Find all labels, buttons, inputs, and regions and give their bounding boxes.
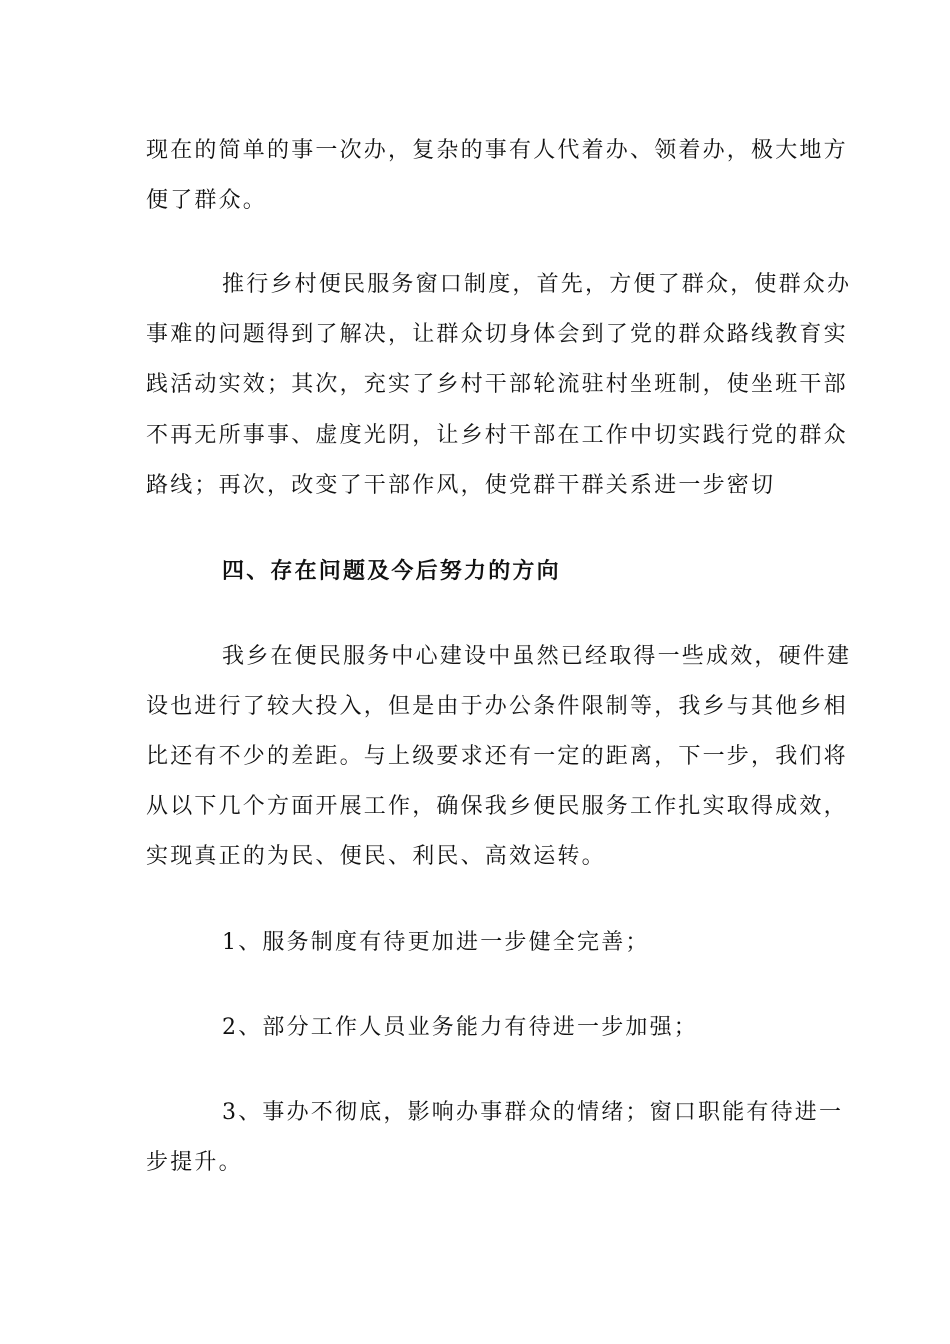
paragraph-line: 设也进行了较大投入，但是由于办公条件限制等，我乡与其他乡相 [146, 694, 848, 719]
list-item: 1、服务制度有待更加进一步健全完善； [222, 930, 650, 955]
paragraph-line: 不再无所事事、虚度光阴，让乡村干部在工作中切实践行党的群众 [146, 423, 848, 448]
list-item: 3、事办不彻底，影响办事群众的情绪；窗口职能有待进一 [222, 1100, 844, 1125]
paragraph-line: 比还有不少的差距。与上级要求还有一定的距离，下一步，我们将 [146, 744, 848, 769]
paragraph-line: 践活动实效；其次，充实了乡村干部轮流驻村坐班制，使坐班干部 [146, 372, 848, 397]
paragraph-line: 事难的问题得到了解决，让群众切身体会到了党的群众路线教育实 [146, 322, 848, 347]
list-item: 2、部分工作人员业务能力有待进一步加强； [222, 1015, 698, 1040]
paragraph-line: 推行乡村便民服务窗口制度，首先，方便了群众，使群众办 [222, 272, 852, 297]
paragraph-line: 我乡在便民服务中心建设中虽然已经取得一些成效，硬件建 [222, 644, 852, 669]
paragraph-line: 从以下几个方面开展工作，确保我乡便民服务工作扎实取得成效， [146, 794, 848, 819]
paragraph-line: 实现真正的为民、便民、利民、高效运转。 [146, 844, 606, 869]
paragraph-line: 路线；再次，改变了干部作风，使党群干群关系进一步密切 [146, 473, 776, 498]
paragraph-line: 现在的简单的事一次办，复杂的事有人代着办、领着办，极大地方 [146, 138, 848, 163]
list-item-continuation: 步提升。 [146, 1150, 243, 1175]
section-heading: 四、存在问题及今后努力的方向 [222, 558, 561, 584]
paragraph-line: 便了群众。 [146, 188, 268, 213]
